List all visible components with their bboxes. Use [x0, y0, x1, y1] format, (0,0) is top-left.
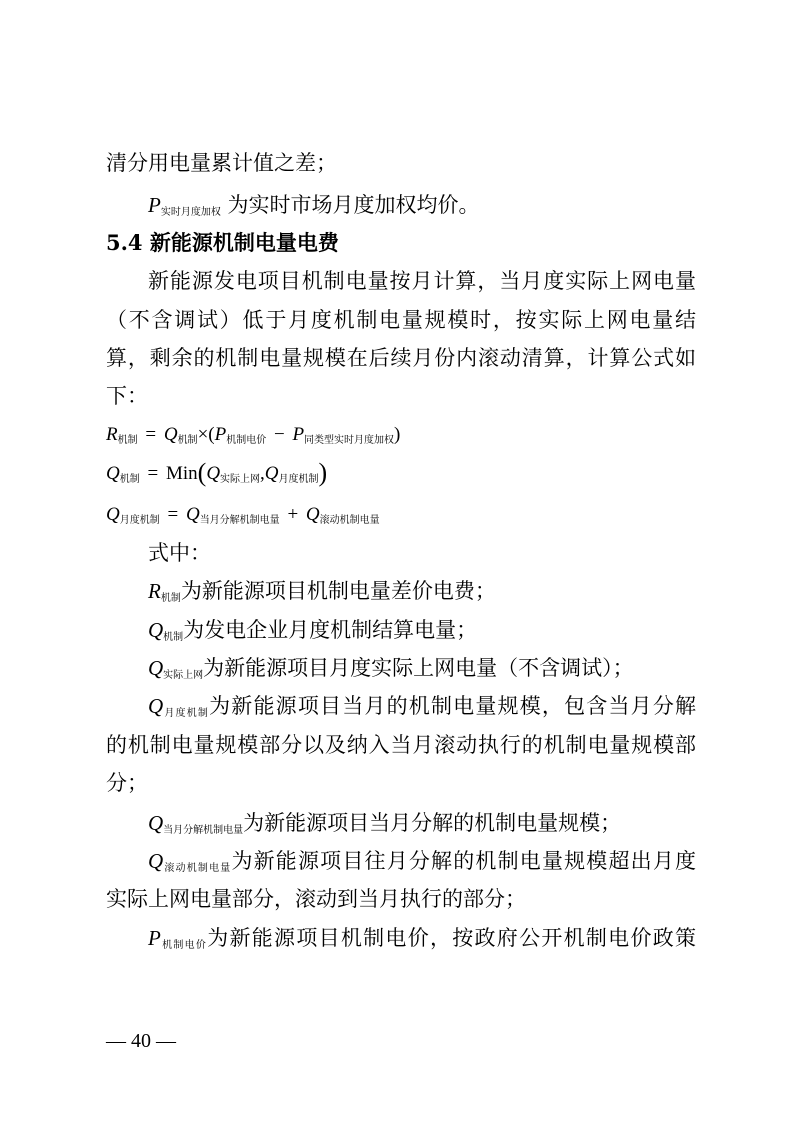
definition-sub: 机制 [160, 593, 181, 604]
definition-var: R [148, 579, 161, 603]
formula-var: Q [264, 463, 279, 484]
definition-var: Q [148, 694, 164, 718]
definition-p-mechanism [148, 923, 696, 961]
formula-op: ) [318, 458, 328, 487]
definition-text: 为新能源项目当月的机制电量规模，包含当月分解 [209, 694, 697, 718]
definition-q-rolling [148, 846, 696, 884]
definition-sub: 当月分解机制电量 [163, 825, 244, 836]
body-line: 下： [106, 384, 148, 408]
definition-r [148, 576, 696, 614]
body-line: 实际上网电量部分，滚动到当月执行的部分； [106, 887, 526, 911]
formula-op: = [147, 463, 159, 484]
definition-sub: 机制 [163, 632, 184, 643]
definition-sub: 滚动机制电量 [163, 863, 232, 874]
definition-text: 为发电企业月度机制结算电量； [183, 618, 478, 642]
formula-sub: 机制电价 [226, 435, 267, 446]
definition-text: 为新能源项目机制电量差价电费； [180, 579, 496, 603]
formula-sub: 当月分解机制电量 [199, 515, 280, 526]
formula-q-monthly [106, 500, 380, 536]
formula-var: Q [185, 504, 200, 525]
formula-sub: 滚动机制电量 [319, 515, 380, 526]
definition-q-monthly [148, 691, 696, 729]
formula-op: = [167, 504, 179, 525]
formula-var: Q [106, 463, 120, 484]
formula-op: = [145, 424, 157, 445]
definition-var: P [148, 926, 161, 950]
definition-sub: 月度机制 [163, 708, 210, 719]
variable-subscript: 实时月度加权 [160, 207, 221, 218]
page-number: — 40 — [106, 1030, 176, 1052]
formula-var: Q [206, 463, 221, 484]
formula-r-mechanism [106, 420, 400, 456]
formula-op: + [287, 504, 299, 525]
formula-sub: 同类型实时月度加权 [304, 435, 395, 446]
formula-sub: 机制 [119, 474, 140, 485]
formula-sub: 月度机制 [278, 474, 319, 485]
definition-sub: 实际上网 [163, 670, 204, 681]
formula-var: R [106, 424, 118, 445]
formula-sub: 实际上网 [220, 474, 261, 485]
formula-q-mechanism [106, 458, 327, 495]
definition-p-realtime [148, 190, 696, 228]
definition-var: Q [148, 849, 164, 873]
body-line: 算，剩余的机制电量规模在后续月份内滚动清算，计算公式如 [106, 346, 696, 370]
definition-text: 为新能源项目当月分解的机制电量规模； [243, 811, 622, 835]
section-heading [106, 228, 696, 258]
definition-q-decomposed [148, 808, 696, 846]
definition-q-mechanism [148, 615, 696, 653]
formula-func: Min [165, 463, 198, 484]
variable-p: P [148, 193, 161, 217]
definition-text: 为新能源项目往月分解的机制电量规模超出月度 [231, 849, 697, 873]
formula-sub: 机制 [177, 435, 198, 446]
definition-var: Q [148, 618, 164, 642]
definition-q-actual [148, 653, 696, 691]
formula-sub: 月度机制 [119, 515, 160, 526]
formula-var: Q [163, 424, 178, 445]
definition-text: 为新能源项目机制电价，按政府公开机制电价政策 [207, 926, 697, 950]
formula-var: P [292, 424, 305, 445]
body-line: 分； [106, 771, 148, 795]
formula-sub: 机制 [117, 435, 138, 446]
section-title: 新能源机制电量电费 [149, 230, 339, 255]
formula-op: ×( [197, 424, 215, 445]
formula-var: P [214, 424, 227, 445]
section-number: 5.4 [106, 230, 143, 255]
text-line: 清分用电量累计值之差； [106, 151, 337, 175]
formula-var: Q [305, 504, 320, 525]
formula-var: Q [106, 504, 120, 525]
body-line: （不含调试）低于月度机制电量规模时，按实际上网电量结 [106, 308, 696, 332]
body-line: 新能源发电项目机制电量按月计算，当月度实际上网电量 [148, 269, 696, 293]
definition-var: Q [148, 811, 164, 835]
formula-op: , [260, 463, 265, 484]
definition-var: Q [148, 656, 164, 680]
formula-op: ) [394, 424, 401, 445]
body-line: 的机制电量规模部分以及纳入当月滚动执行的机制电量规模部 [106, 733, 696, 757]
definitions-intro: 式中： [148, 541, 211, 565]
formula-op: ( [197, 458, 207, 487]
formula-op: − [273, 424, 285, 445]
definition-text: 为实时市场月度加权均价。 [227, 193, 480, 217]
definition-sub: 机制电价 [160, 940, 208, 951]
definition-text: 为新能源项目月度实际上网电量（不含调试）； [203, 656, 634, 680]
